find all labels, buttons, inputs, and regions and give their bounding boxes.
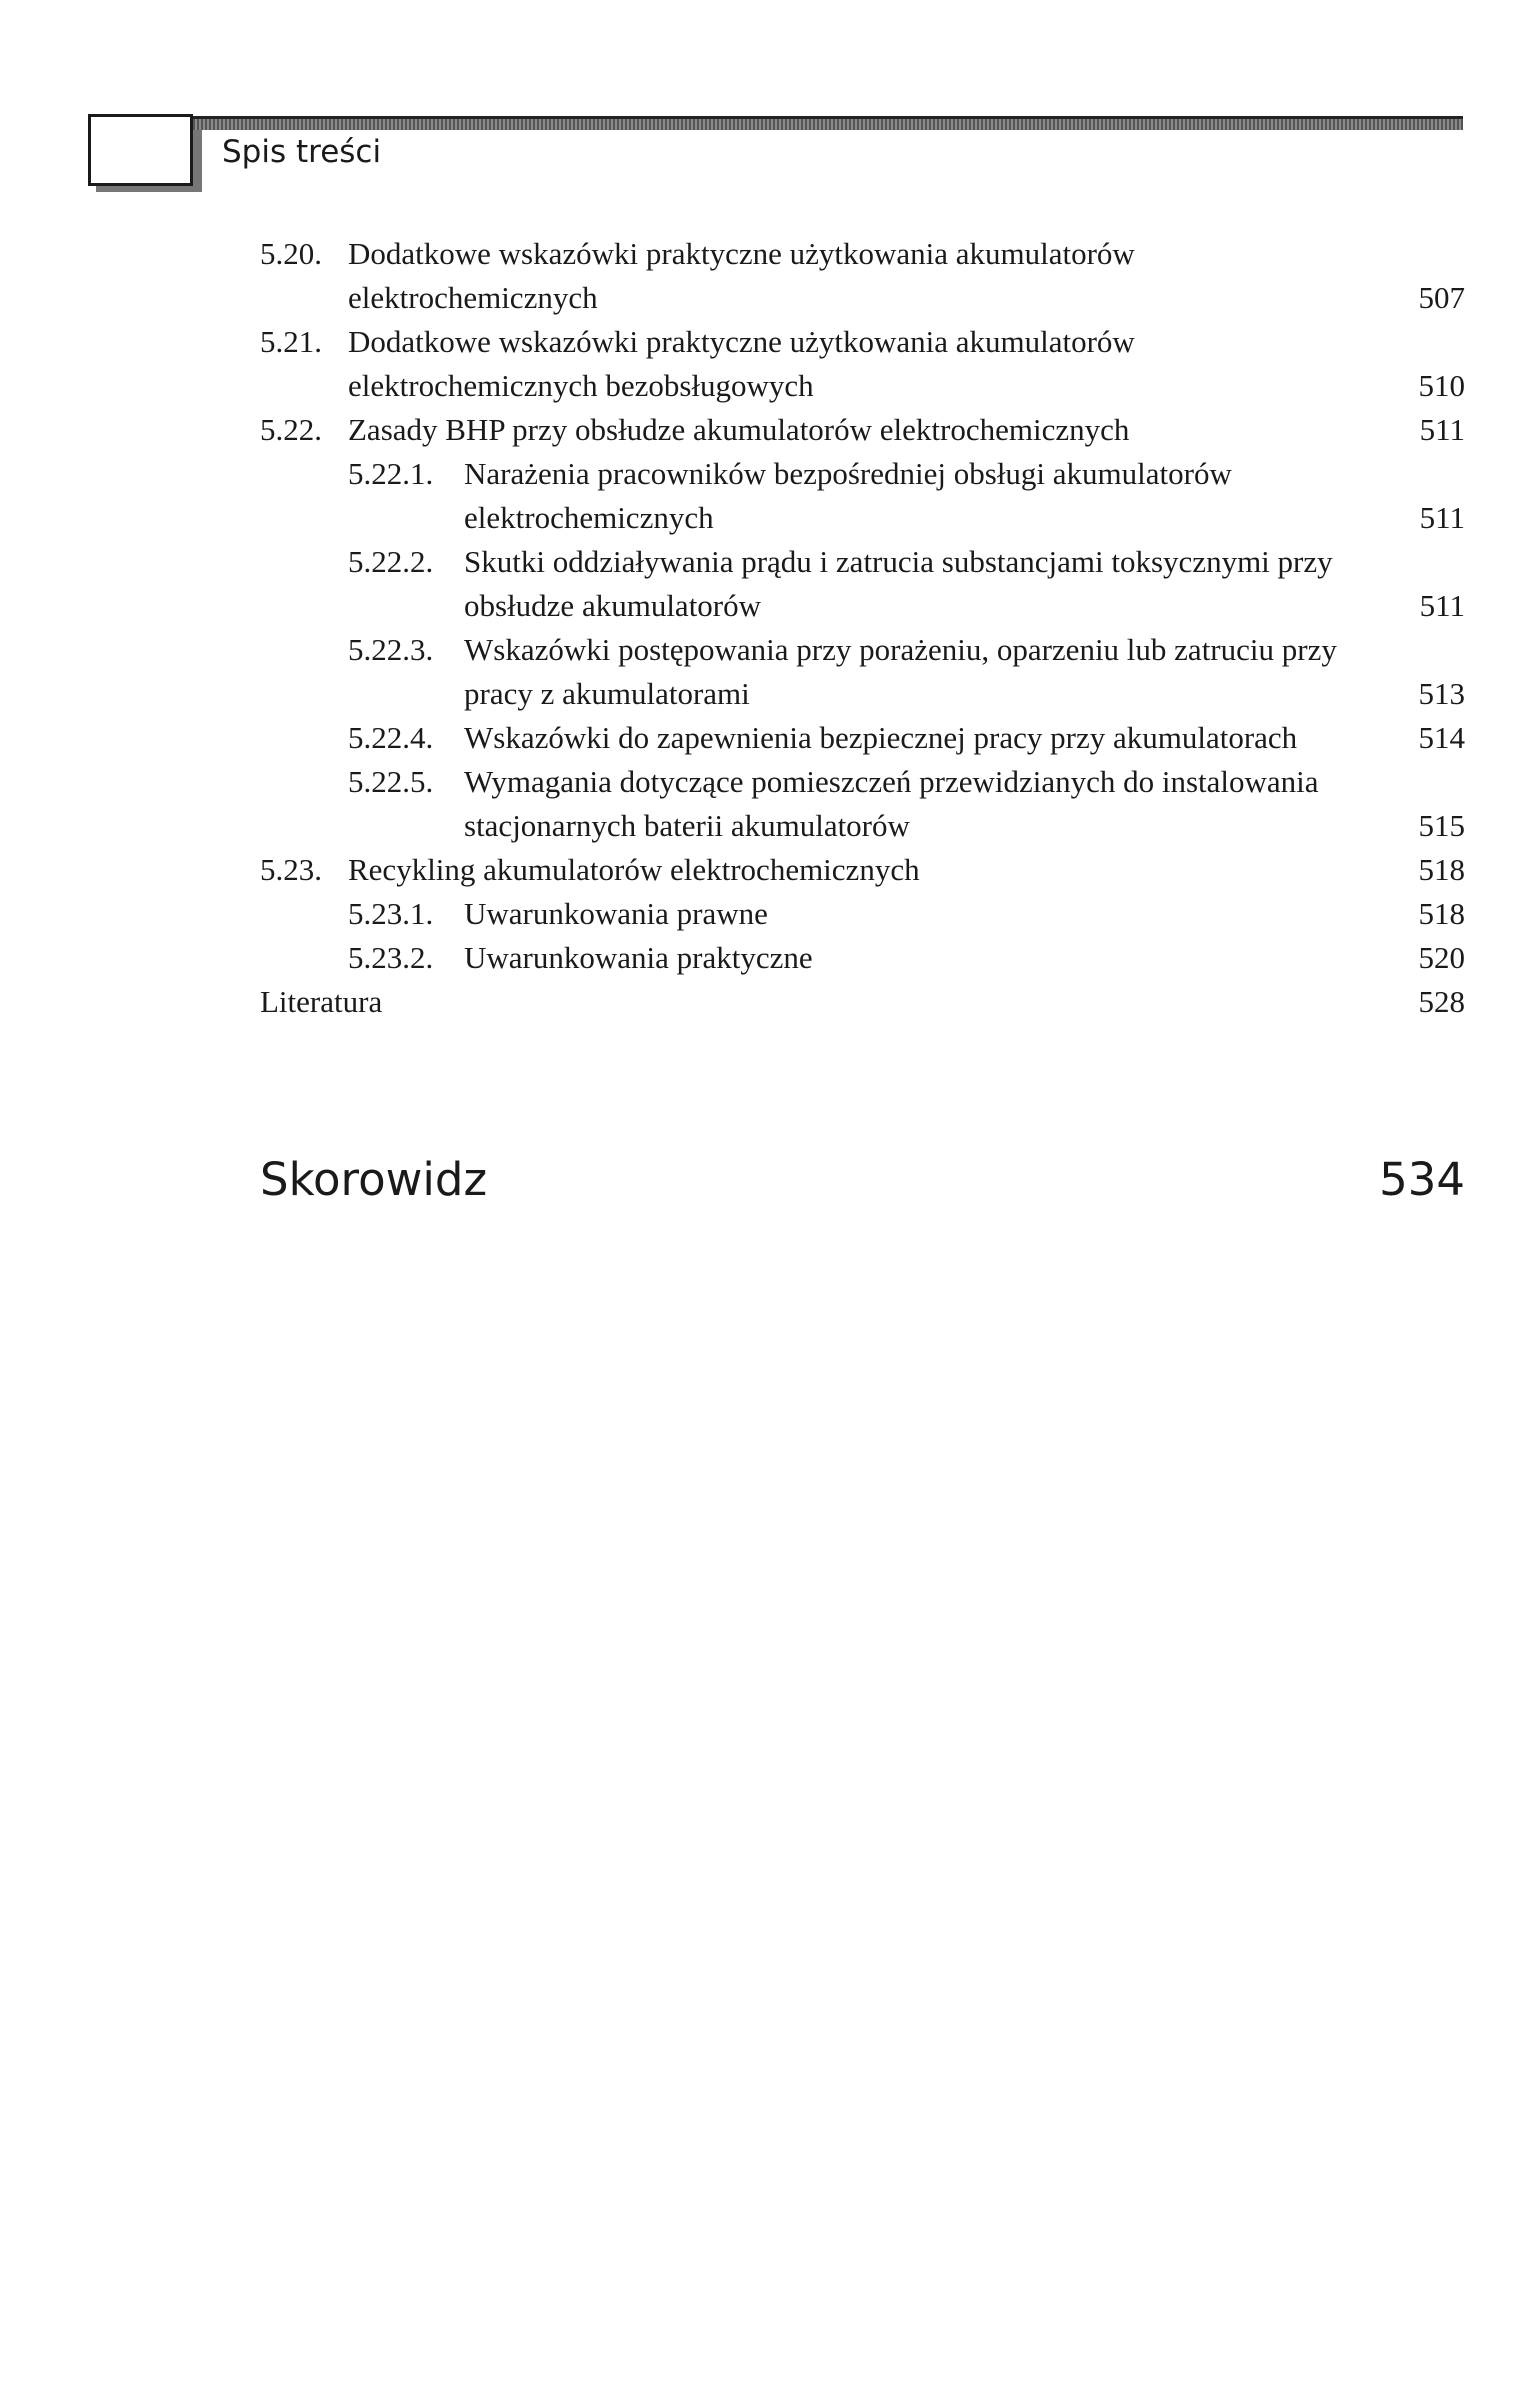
toc-entry-number: 5.22.5. — [348, 764, 434, 799]
toc-entry-title: Recykling akumulatorów elektrochemicznych — [348, 852, 920, 887]
toc-entry-page: 513 — [1418, 676, 1465, 711]
toc-entry-page: 510 — [1418, 368, 1465, 403]
toc-entry-number: 5.22. — [260, 412, 322, 447]
toc-subentry — [260, 892, 1465, 936]
toc-subentry — [260, 936, 1465, 980]
toc-entry-page: 515 — [1418, 808, 1465, 843]
toc-entry-page: 511 — [1419, 588, 1465, 623]
toc-entry-title: Literatura — [260, 984, 383, 1019]
toc-entry-number: 5.23. — [260, 852, 322, 887]
index-page: 534 — [1379, 1153, 1465, 1206]
toc-entry-number: 5.20. — [260, 236, 322, 271]
toc-entry-page: 528 — [1418, 984, 1465, 1019]
toc-entry-page: 511 — [1419, 412, 1465, 447]
toc-entry-page: 518 — [1418, 896, 1465, 931]
toc-subentry — [260, 628, 1465, 716]
toc-entry-title: Dodatkowe wskazówki praktyczne użytkowania akumulatorów elektrochemicznych bezobsługowych — [348, 324, 1135, 403]
index-title: Skorowidz — [260, 1153, 488, 1206]
toc-entry — [260, 848, 1465, 892]
toc-entry-number: 5.22.3. — [348, 632, 434, 667]
toc-entry-page: 507 — [1418, 280, 1465, 315]
toc-entry-number: 5.22.1. — [348, 456, 434, 491]
toc-subentry — [260, 760, 1465, 848]
toc-entry-page: 520 — [1418, 940, 1465, 975]
toc-entry-number: 5.22.2. — [348, 544, 434, 579]
toc-entry-number: 5.23.1. — [348, 896, 434, 931]
toc-entry-number: 5.23.2. — [348, 940, 434, 975]
table-of-contents — [260, 232, 1465, 1024]
toc-entry-title: Skutki oddziaływania prądu i zatrucia substancjami toksycznymi przy obsłudze akumulatorów — [464, 544, 1333, 623]
toc-entry-page: 514 — [1418, 720, 1465, 755]
toc-entry-number: 5.21. — [260, 324, 322, 359]
toc-subentry — [260, 540, 1465, 628]
toc-entry-title: Dodatkowe wskazówki praktyczne użytkowania akumulatorów elektrochemicznych — [348, 236, 1135, 315]
header-box — [88, 114, 193, 186]
toc-entry-page: 518 — [1418, 852, 1465, 887]
toc-entry-title: Narażenia pracowników bezpośredniej obsługi akumulatorów elektrochemicznych — [464, 456, 1232, 535]
toc-entry-title: Wskazówki do zapewnienia bezpiecznej pracy przy akumulatorach — [464, 720, 1298, 755]
toc-entry-page: 511 — [1419, 500, 1465, 535]
toc-entry-title: Zasady BHP przy obsłudze akumulatorów elektrochemicznych — [348, 412, 1130, 447]
toc-entry — [260, 232, 1465, 320]
running-header-title: Spis treści — [222, 134, 382, 170]
toc-entry-number: 5.22.4. — [348, 720, 434, 755]
header-rule-line — [193, 116, 1463, 119]
toc-entry-literature — [260, 980, 1465, 1024]
toc-entry — [260, 320, 1465, 408]
toc-entry-title: Uwarunkowania praktyczne — [464, 940, 813, 975]
toc-entry-title: Wymagania dotyczące pomieszczeń przewidzianych do instalowania stacjonarnych baterii akumulatorów — [464, 764, 1319, 843]
toc-entry-title: Wskazówki postępowania przy porażeniu, oparzeniu lub zatruciu przy pracy z akumulatorami — [464, 632, 1337, 711]
toc-entry-title: Uwarunkowania prawne — [464, 896, 768, 931]
toc-subentry — [260, 716, 1465, 760]
toc-entry — [260, 408, 1465, 452]
toc-subentry — [260, 452, 1465, 540]
